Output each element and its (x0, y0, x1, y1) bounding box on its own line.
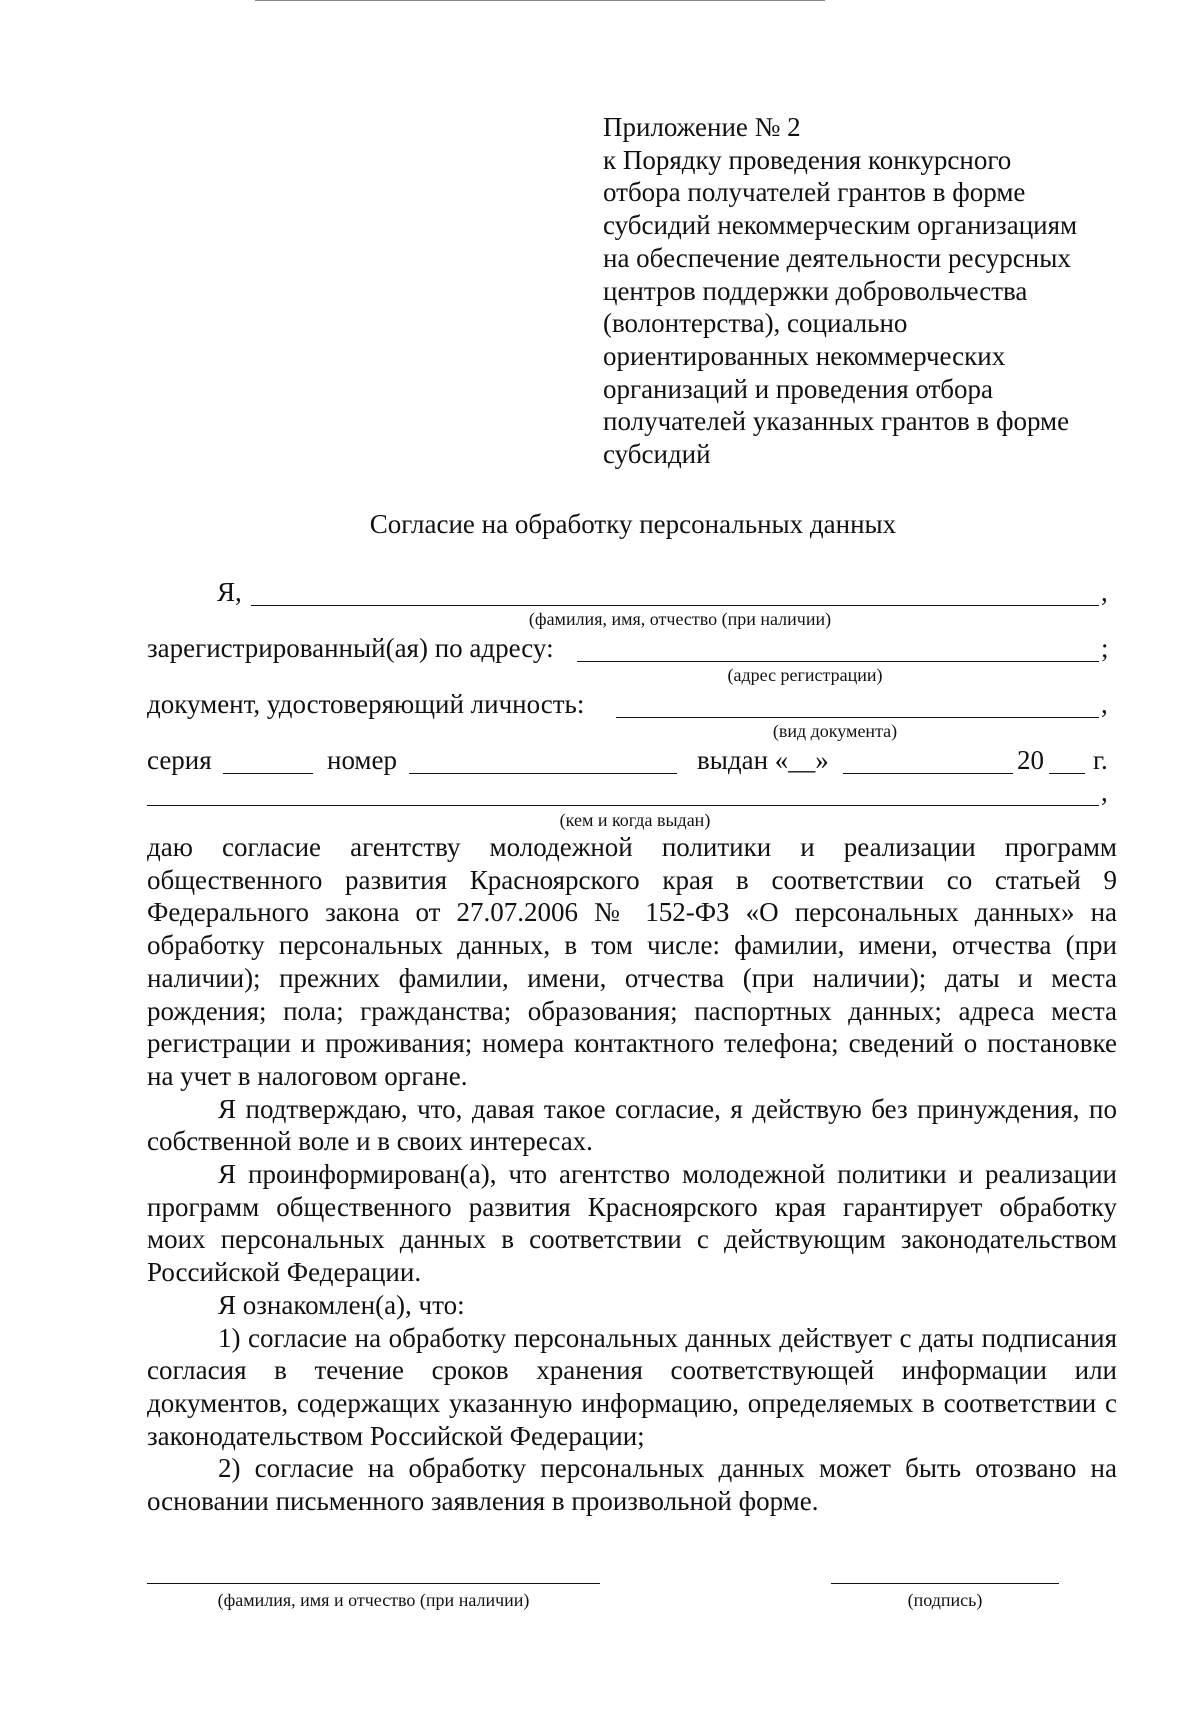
address-end: ; (1101, 633, 1109, 663)
top-edge-line (255, 0, 825, 1)
fio-row (147, 575, 1117, 609)
document-field[interactable] (616, 717, 1099, 718)
fio-field[interactable] (251, 605, 1099, 606)
appendix-line: центров поддержки добровольчества (603, 275, 1028, 306)
appendix-line: к Порядку проведения конкурсного (603, 144, 1012, 175)
signature-name-caption: (фамилия, имя и отчество (при наличии) (217, 1590, 530, 1610)
series-label: серия (147, 745, 212, 775)
issuer-row (147, 779, 1117, 813)
address-field[interactable] (577, 661, 1099, 662)
issuer-caption: (кем и когда выдан) (559, 810, 711, 830)
number-field[interactable] (409, 773, 677, 774)
issuer-end: , (1101, 777, 1108, 807)
consent-paragraph: даю согласие агентству молодежной политики и реализации программ общественного развития Красноярского края в соответствии со статьей 9 Федерального закона от 27.07.2006 № 152-ФЗ «О персональных данных» на обработку персональных данных, в том числе: фамилии, имени, отчества (при наличии); прежних фамилии, имени, отчества (при наличии); даты и места рождения; пола; гражданства; образования; паспортных данных; адреса места регистрации и проживания; номера контактного телефона; сведений о постановке на учет в налоговом органе. (147, 832, 1117, 1091)
document-title: Согласие на обработку персональных данных (369, 509, 897, 539)
consent-paragraph: 2) согласие на обработку персональных данных может быть отозвано на основании письменного заявления в произвольной форме. (147, 1453, 1117, 1517)
consent-body (147, 831, 1117, 1518)
consent-paragraph: 1) согласие на обработку персональных данных действует с даты подписания согласия в течение сроков хранения соответствующей информации или документов, содержащих указанную информацию, определяемых в соответствии с законодательством Российской Федерации; (147, 1322, 1117, 1451)
number-label: номер (327, 745, 398, 775)
appendix-line: субсидий (603, 439, 711, 470)
fio-end: , (1101, 577, 1108, 607)
consent-paragraph: Я ознакомлен(а), что: (218, 1289, 465, 1320)
signature-name-field[interactable] (147, 1583, 600, 1584)
appendix-line: Приложение № 2 (603, 112, 801, 142)
document-label: документ, удостоверяющий личность: (147, 689, 585, 719)
appendix-line: отбора получателей грантов в форме (603, 177, 1026, 208)
signature-caption: (подпись) (907, 1590, 983, 1610)
address-label: зарегистрированный(ая) по адресу: (147, 633, 554, 663)
appendix-line: организаций и проведения отбора (603, 373, 994, 404)
appendix-line: (волонтерства), социально (603, 308, 908, 339)
issued-label: выдан «__» (697, 745, 829, 775)
consent-paragraph: Я подтверждаю, что, давая такое согласие, я действую без принуждения, по собственной воле и в своих интересах. (147, 1093, 1117, 1157)
appendix-line: на обеспечение деятельности ресурсных (603, 242, 1071, 273)
document-caption: (вид документа) (772, 721, 898, 741)
consent-paragraph: Я проинформирован(а), что агентство молодежной политики и реализации программ общественного развития Красноярского края гарантирует обработку моих персональных данных в соответствии с действующим законодательством Российской Федерации. (147, 1159, 1117, 1288)
signature-field[interactable] (831, 1583, 1059, 1584)
document-row (147, 687, 1117, 721)
series-row (147, 743, 1117, 777)
year-field[interactable] (1049, 773, 1085, 774)
series-field[interactable] (223, 773, 313, 774)
appendix-line: ориентированных некоммерческих (603, 340, 1006, 371)
appendix-line: субсидий некоммерческим организациям (603, 210, 1078, 241)
address-row (147, 631, 1117, 665)
issuer-field[interactable] (147, 805, 1099, 806)
appendix-line: получателей указанных грантов в форме (603, 406, 1070, 437)
year-prefix: 20 (1017, 745, 1044, 775)
ya-label: Я, (217, 577, 242, 607)
document-end: , (1101, 689, 1108, 719)
address-caption: (адрес регистрации) (727, 665, 883, 685)
appendix-header (603, 111, 1123, 471)
fio-caption: (фамилия, имя, отчество (при наличии) (528, 609, 832, 629)
issued-date-field[interactable] (843, 773, 1013, 774)
year-suffix: г. (1093, 745, 1108, 775)
